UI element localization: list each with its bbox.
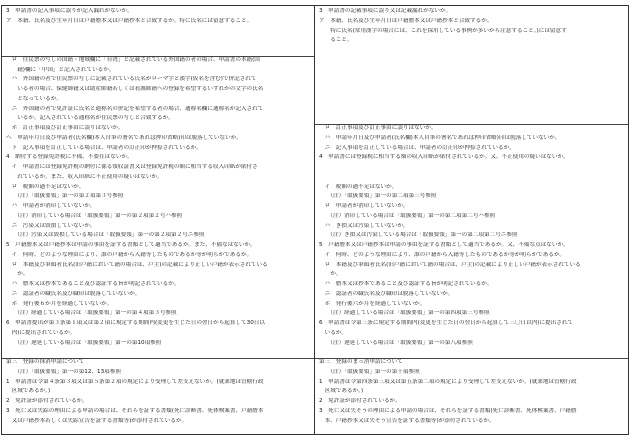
document-line: ホ 訂正事項及び訂正事由に誤りはないか。 <box>6 125 124 131</box>
document-line: （注）消印している場合は「取扱要領」第一の第二項第二号ハ参照 <box>319 212 496 219</box>
document-line: れているか。また、収入印紙に不正使用の疑いはないか。 <box>6 173 163 180</box>
document-line: となっているか。 <box>6 95 62 102</box>
document-line: ハ き損又は汚染していないか。 <box>319 222 409 229</box>
document-line: ホ 発行後六か月を経過していないか。 <box>319 300 426 307</box>
document-line: ハ 外国籍の者で住民票の写しに記載されている氏名がローマ字と漢字(仮名を含む)で併記されて <box>6 76 257 83</box>
section-divider <box>315 358 628 359</box>
document-line: ロ 訂正事項及び訂正事由に誤りはないか。 <box>319 125 437 131</box>
document-line: （注）「取扱要領」第一の第十項参照 <box>319 368 420 375</box>
document-line: ロ 住民票の写しの国籍・地域欄に「台湾」と記載されている外国籍の者の場合、申請書の本籍(国 <box>6 56 260 63</box>
document-line: 内)に提出されているか。 <box>6 329 76 336</box>
document-line: いるか。 <box>319 329 347 336</box>
document-line: 区域であるか。) <box>6 388 51 395</box>
document-line: か。 <box>6 271 29 278</box>
section-divider <box>315 124 628 125</box>
document-line: ニ 認証者の職氏名及び職印は脱落していないか。 <box>6 290 141 297</box>
document-line: ニ 汚染又は毀損していないか。 <box>6 222 96 229</box>
section-divider <box>2 56 314 57</box>
document-line: 籍)欄に「中国」と記入されているか。 <box>6 66 115 73</box>
document-line: いるか。記入されている通称名が住民票の写しと合致するか。 <box>6 115 174 122</box>
document-line: ロ 本籍及び筆頭者氏名(旧戸籍において籍の場合は、戸主)の記載により正しい戸籍が表示されている <box>6 261 268 268</box>
document-line: ホ 発行後６か月を経過していないか。 <box>6 300 113 307</box>
document-line: 第三 登録の抹消申請について <box>6 359 85 365</box>
document-line: 特に氏名(常用漢字の場合には、これを採用している事例が多いから注意すること。)には留意す <box>319 27 567 34</box>
document-line: 第三 登録のまっ消申請について <box>319 359 403 365</box>
document-line: 3 申請書の記載事項に誤り又は記載漏れがないか。 <box>319 8 452 14</box>
document-line: ア 本籍、氏名及び生年月日は戸籍謄本又は戸籍抄本と合致するか。特に氏名には留意すること。 <box>6 17 253 24</box>
document-line: ニ 記入事項を訂正している場合は、申請者の訂正印が押捺されているか。 <box>319 144 515 151</box>
document-line: （注）経過している場合は「取扱要領」第一の第四項第三号参照 <box>319 310 490 317</box>
document-line: ハ 謄本又は抄本であること及び認証する旨が明記されているか。 <box>6 281 180 287</box>
document-line: （注）遅延している場合は「取扱要領」第一の第八項参照 <box>319 339 473 346</box>
document-line: ニ 認証者の職氏名及び職印は脱落していないか。 <box>319 290 454 297</box>
document-line: 6 申請書提出が第３条第１項又は第２項に規定する期間内(変更を生じた日の翌日から起算して30日以 <box>6 320 265 326</box>
document-line: ロ 申請者が消印していないか。 <box>319 203 409 209</box>
document-line: イ 申請書には登録免許税の納付に係る領収証書又は登録免許税の額に相当する収入印紙が貼付さ <box>6 164 258 170</box>
document-line: 1 申請書は令第四条第三項又は第五条第二項の規定により受理して差支えないか。(就業地は管轄行政 <box>319 378 577 385</box>
document-line: イ 何時、どのような理由により、誰の戸籍から入籍等したものであるか等が明らかであるか。 <box>319 251 566 258</box>
document-line: （注）「取扱要領」第一の第２項第３号参照 <box>6 193 124 200</box>
document-line: 3 死亡又は失そうの理由による申請の場合は、それらを証する書類(死亡診断書、死体検案書、戸籍謄 <box>319 407 577 414</box>
document-line: 4 申請書には登録税に相当する額の収入印紙が貼付されているか。又、不正使用の疑いはないか。 <box>319 154 569 161</box>
document-line: 5 戸籍謄本又は戸籍抄本は申請の事由を証する書類として適当であるか。又、不備な点はないか。 <box>319 242 569 248</box>
document-line: ト 記入事項を訂正している場合は、申請者の訂正印が押捺されているか。 <box>6 144 202 151</box>
document-line: 区域であるか。) <box>319 388 364 395</box>
document-line: 1 申請書は令第４条第３項又は第５条第２項の規定により受理して差支えないか。(就業地は管轄行政 <box>6 378 264 385</box>
document-line: （注）経過している場合は「取扱要領」第一の第４項第３号参照 <box>6 310 177 317</box>
document-line: （注）汚染又は毀損している場合は「取扱要領」第一の第２項第２号ニ参照 <box>6 232 205 239</box>
document-line: 本、戸籍抄本又は失そう宣告を証する書類等)が添付されているか。 <box>319 417 495 424</box>
document-line: ア 本籍、氏名及び生年月日は戸籍謄本又は戸籍抄本と合致するか。 <box>319 17 493 24</box>
document-line: へ 申請年月日及び申請者(氏名欄)本人自筆の署名であれば押印省略)印は脱落していないか。 <box>6 134 242 141</box>
document-line: 4 納付する登録免許税に不備、不要在はないか。 <box>6 154 133 161</box>
document-line: 3 申請書の記入事項に誤りが記入漏れがないか。 <box>6 8 133 14</box>
document-line: か。 <box>319 271 342 278</box>
document-line: イ 税額の過不足はないか。 <box>319 183 398 190</box>
document-line: 5 戸籍謄本又は戸籍抄本は申請の事由を証する書類として適当であるか。また、不備なはないか。 <box>6 242 256 248</box>
section-divider <box>2 358 314 359</box>
document-line: （注）き損又は汚染している場合は「取扱要領」第一の第二項第二号ニ参照 <box>319 232 518 239</box>
document-line: 2 免許証が添付されているか。 <box>319 398 401 404</box>
document-line: （注）消印している場合は「取扱要領」第一の第２項第２号ハ参照 <box>6 212 183 219</box>
document-line: 2 免許証が添付されているか。 <box>6 398 88 404</box>
document-line: （注）「取扱要領」第一の第12、13項参照 <box>6 368 121 375</box>
document-line: ハ 謄本又は抄本であること及び認証する旨が明記されているか。 <box>319 281 493 287</box>
document-line: （注）遅延している場合は「取扱要領」第一の第10項参照 <box>6 339 162 346</box>
document-line: いる者の場合、保健師籍又は助産師籍若しくは看護師籍への登録を希望するいずれかの文字の氏名 <box>6 86 264 92</box>
document-line: 3 死亡又は失踪の理由による申請の場合は、それらを証する書類(死亡診断書、死体検案書、戸籍謄本 <box>6 407 264 414</box>
document-line: ニ 外国籍の者で免許証に氏名と通称名の併記を希望する者の場合、通称名欄に通称名が記入されて <box>6 105 264 112</box>
document-line: イ 何時、どのような理由により、誰の戸籍から入籍等したものであるか等が明らかであるか。 <box>6 251 253 258</box>
document-line: ロ 税額の過不足はないか。 <box>6 183 85 190</box>
document-line: ハ 申請者が消印していないか。 <box>6 203 96 209</box>
document-line: ること。 <box>319 37 353 44</box>
left-column <box>1 5 315 435</box>
document-line: （注）「取扱要領」第一の第二項第三号参照 <box>319 193 437 200</box>
document-line: ロ 本籍及び筆頭者氏名(旧戸籍において籍の場合は、戸主)の記載により正しい戸籍が表示されている <box>319 261 581 268</box>
right-column <box>315 5 629 435</box>
document-line: ハ 申請年月日及び申請者(氏名欄)本人自筆の署名であれば押印省略)印は脱落していないか。 <box>319 134 561 141</box>
document-line: 又は戸籍抄本若しくは失踪宣告を証する書類等)が添付されているか。 <box>6 417 188 424</box>
document-line: 6 申請書は令第三条に規定する期間内(変更を生じた日の翌日から起算して三〇日以内)に提出されて <box>319 320 574 326</box>
